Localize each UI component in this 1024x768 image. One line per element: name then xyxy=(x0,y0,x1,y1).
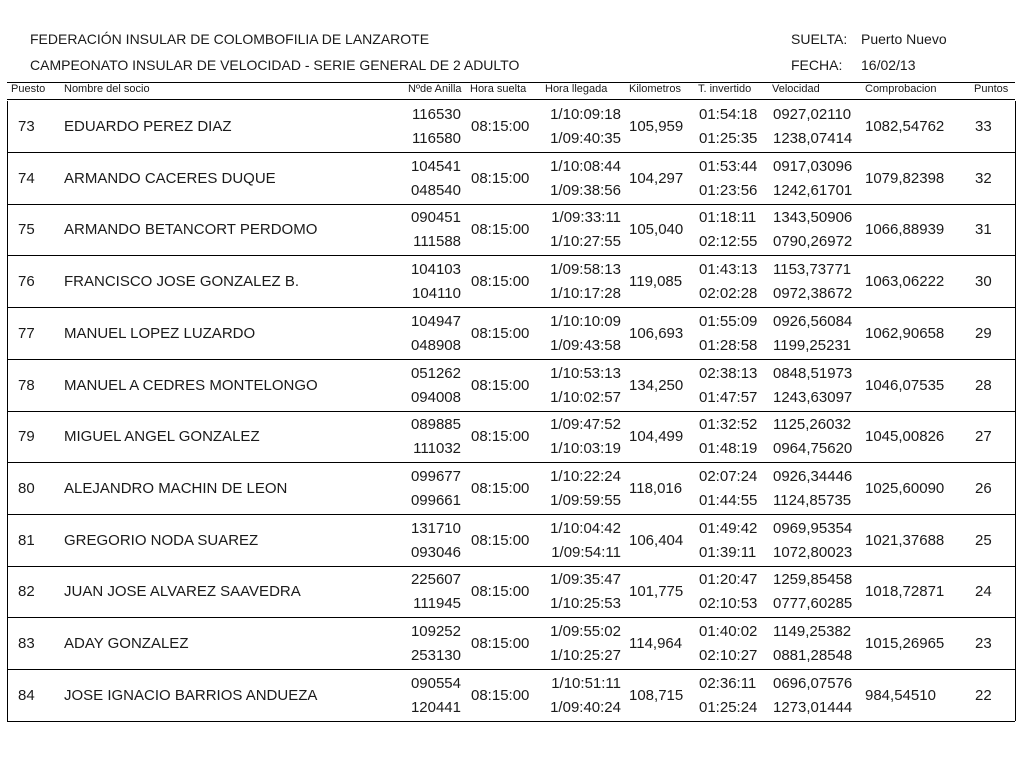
row-llegada-2: 1/10:27:55 xyxy=(550,233,621,251)
row-puntos: 26 xyxy=(975,479,992,497)
row-nombre: ALEJANDRO MACHIN DE LEON xyxy=(64,479,288,497)
row-puesto: 74 xyxy=(18,169,35,187)
row-nombre: ARMANDO CACERES DUQUE xyxy=(64,169,276,187)
row-nombre: ADAY GONZALEZ xyxy=(64,635,189,652)
row-llegada-2: 1/10:02:57 xyxy=(550,388,621,406)
row-puesto: 82 xyxy=(18,583,35,601)
row-llegada-1: 1/09:47:52 xyxy=(550,416,621,434)
table-row xyxy=(0,101,1024,153)
row-kilometros: 106,404 xyxy=(629,531,684,549)
row-nombre: ARMANDO BETANCORT PERDOMO xyxy=(64,221,318,239)
row-velocidad-1: 0917,03096 xyxy=(773,157,853,175)
row-hora-suelta: 08:15:00 xyxy=(471,635,530,652)
row-llegada-1: 1/09:55:02 xyxy=(550,623,621,640)
row-t-invertido-2: 01:44:55 xyxy=(699,491,758,509)
row-puesto: 75 xyxy=(18,221,35,239)
row-anilla-1: 104103 xyxy=(410,261,461,279)
table-right-border xyxy=(1015,101,1016,721)
row-anilla-1: 090554 xyxy=(410,674,461,692)
row-t-invertido-2: 01:47:57 xyxy=(699,388,758,406)
row-comprobacion: 1066,88939 xyxy=(865,221,945,239)
row-velocidad-1: 1149,25382 xyxy=(773,623,852,640)
row-velocidad-2: 1238,07414 xyxy=(773,130,853,147)
row-hora-suelta: 08:15:00 xyxy=(471,118,530,135)
row-comprobacion: 1046,07535 xyxy=(865,376,945,394)
row-velocidad-2: 1124,85735 xyxy=(773,491,852,509)
col-anilla: Nºde Anilla xyxy=(408,83,462,95)
col-comprobacion: Comprobacion xyxy=(865,83,937,95)
row-llegada-2: 1/09:40:35 xyxy=(550,130,621,147)
row-velocidad-1: 1153,73771 xyxy=(773,261,852,279)
row-nombre: JUAN JOSE ALVAREZ SAAVEDRA xyxy=(64,583,301,601)
row-llegada-1: 1/10:53:13 xyxy=(550,364,621,382)
row-anilla-2: 116580 xyxy=(412,130,461,147)
row-velocidad-1: 0926,34446 xyxy=(773,467,853,485)
row-kilometros: 105,959 xyxy=(629,118,684,135)
col-kilometros: Kilometros xyxy=(629,83,681,95)
row-puesto: 78 xyxy=(18,376,35,394)
row-velocidad-2: 1199,25231 xyxy=(773,336,852,354)
col-velocidad: Velocidad xyxy=(772,83,820,95)
row-comprobacion: 984,54510 xyxy=(865,686,936,704)
fecha-label: FECHA: xyxy=(791,57,843,73)
row-t-invertido-1: 01:32:52 xyxy=(699,416,758,434)
row-anilla-1: 099677 xyxy=(410,467,461,485)
row-t-invertido-1: 02:38:13 xyxy=(699,364,758,382)
row-nombre: JOSE IGNACIO BARRIOS ANDUEZA xyxy=(64,686,318,704)
row-velocidad-2: 1273,01444 xyxy=(773,698,853,716)
row-anilla-2: 094008 xyxy=(410,388,461,406)
row-kilometros: 101,775 xyxy=(629,583,684,601)
row-puntos: 32 xyxy=(975,169,992,187)
row-t-invertido-1: 01:40:02 xyxy=(699,623,758,640)
row-kilometros: 104,499 xyxy=(629,428,684,446)
row-velocidad-1: 0927,02110 xyxy=(773,106,852,123)
table-left-border xyxy=(7,101,8,721)
table-row xyxy=(0,360,1024,412)
row-puesto: 81 xyxy=(18,531,35,549)
row-puesto: 73 xyxy=(18,118,35,135)
table-row xyxy=(0,618,1024,670)
row-velocidad-2: 0881,28548 xyxy=(773,647,853,664)
row-kilometros: 104,297 xyxy=(629,169,684,187)
row-velocidad-2: 1243,63097 xyxy=(773,388,853,406)
row-hora-suelta: 08:15:00 xyxy=(471,169,530,187)
row-llegada-2: 1/09:59:55 xyxy=(550,491,621,509)
row-llegada-1: 1/09:58:13 xyxy=(550,261,621,279)
row-puntos: 27 xyxy=(975,428,992,446)
row-t-invertido-2: 01:25:35 xyxy=(699,130,758,147)
row-t-invertido-1: 02:36:11 xyxy=(699,674,757,692)
row-velocidad-1: 0848,51973 xyxy=(773,364,853,382)
row-kilometros: 118,016 xyxy=(629,479,683,497)
row-llegada-2: 1/09:40:24 xyxy=(550,698,621,716)
row-llegada-2: 1/09:54:11 xyxy=(551,543,621,561)
row-comprobacion: 1021,37688 xyxy=(865,531,945,549)
row-llegada-1: 1/10:10:09 xyxy=(550,312,621,330)
row-llegada-2: 1/10:25:27 xyxy=(550,647,621,664)
row-puntos: 33 xyxy=(975,118,992,135)
row-nombre: FRANCISCO JOSE GONZALEZ B. xyxy=(64,273,300,291)
table-row xyxy=(0,566,1024,618)
row-llegada-1: 1/10:08:44 xyxy=(550,157,621,175)
championship-title: CAMPEONATO INSULAR DE VELOCIDAD - SERIE GENERAL DE 2 ADULTO xyxy=(30,57,520,73)
row-puntos: 25 xyxy=(975,531,992,549)
row-llegada-1: 1/10:51:11 xyxy=(551,674,621,692)
row-llegada-2: 1/10:17:28 xyxy=(550,285,621,303)
row-puesto: 80 xyxy=(18,479,35,497)
fecha-value: 16/02/13 xyxy=(861,57,916,73)
row-anilla-1: 116530 xyxy=(412,106,461,123)
col-puesto: Puesto xyxy=(11,83,46,95)
row-t-invertido-2: 02:02:28 xyxy=(699,285,758,303)
row-t-invertido-1: 02:07:24 xyxy=(699,467,758,485)
federation-title: FEDERACIÓN INSULAR DE COLOMBOFILIA DE LANZAROTE xyxy=(30,31,430,47)
row-t-invertido-1: 01:43:13 xyxy=(699,261,758,279)
row-hora-suelta: 08:15:00 xyxy=(471,273,530,291)
row-anilla-1: 104541 xyxy=(410,157,461,175)
row-anilla-2: 099661 xyxy=(410,491,461,509)
row-hora-suelta: 08:15:00 xyxy=(471,324,530,342)
row-t-invertido-2: 02:12:55 xyxy=(699,233,758,251)
row-llegada-2: 1/09:43:58 xyxy=(550,336,621,354)
table-row xyxy=(0,308,1024,360)
col-puntos: Puntos xyxy=(974,83,1009,95)
row-velocidad-2: 1242,61701 xyxy=(773,181,853,199)
row-kilometros: 106,693 xyxy=(629,324,684,342)
suelta-label: SUELTA: xyxy=(791,31,848,47)
row-puntos: 28 xyxy=(975,376,992,394)
row-velocidad-1: 1125,26032 xyxy=(773,416,852,434)
row-anilla-1: 104947 xyxy=(410,312,461,330)
table-row xyxy=(0,256,1024,308)
table-row xyxy=(0,411,1024,463)
row-t-invertido-2: 01:28:58 xyxy=(699,336,758,354)
row-t-invertido-2: 01:25:24 xyxy=(699,698,758,716)
row-anilla-2: 048540 xyxy=(410,181,461,199)
row-comprobacion: 1018,72871 xyxy=(865,583,945,601)
row-puntos: 29 xyxy=(975,324,992,342)
row-bottom-border xyxy=(7,721,1015,722)
row-velocidad-1: 1343,50906 xyxy=(773,209,853,227)
row-t-invertido-1: 01:20:47 xyxy=(699,571,758,589)
row-kilometros: 114,964 xyxy=(629,635,683,652)
row-kilometros: 134,250 xyxy=(629,376,684,394)
row-llegada-2: 1/10:03:19 xyxy=(550,440,621,458)
row-anilla-1: 131710 xyxy=(410,519,461,537)
row-puntos: 24 xyxy=(975,583,992,601)
row-t-invertido-2: 02:10:27 xyxy=(699,647,758,664)
row-anilla-2: 120441 xyxy=(410,698,461,716)
row-nombre: EDUARDO PEREZ DIAZ xyxy=(64,118,232,135)
row-llegada-2: 1/10:25:53 xyxy=(550,595,621,613)
row-velocidad-2: 0964,75620 xyxy=(773,440,853,458)
row-puntos: 23 xyxy=(975,635,992,652)
col-t-invertido: T. invertido xyxy=(698,83,752,95)
row-anilla-2: 111032 xyxy=(413,440,461,458)
row-anilla-1: 051262 xyxy=(410,364,461,382)
row-nombre: MIGUEL ANGEL GONZALEZ xyxy=(64,428,260,446)
row-anilla-1: 089885 xyxy=(410,416,461,434)
row-hora-suelta: 08:15:00 xyxy=(471,583,530,601)
header-bottom-border xyxy=(7,99,1015,100)
row-anilla-2: 111588 xyxy=(413,233,461,251)
col-nombre: Nombre del socio xyxy=(64,83,150,95)
row-comprobacion: 1025,60090 xyxy=(865,479,945,497)
table-row xyxy=(0,153,1024,205)
row-llegada-1: 1/09:33:11 xyxy=(551,209,621,227)
row-comprobacion: 1015,26965 xyxy=(865,635,945,652)
row-anilla-1: 225607 xyxy=(410,571,461,589)
row-anilla-1: 090451 xyxy=(410,209,461,227)
row-comprobacion: 1063,06222 xyxy=(865,273,945,291)
row-t-invertido-2: 02:10:53 xyxy=(699,595,758,613)
row-comprobacion: 1062,90658 xyxy=(865,324,945,342)
row-puntos: 30 xyxy=(975,273,992,291)
row-t-invertido-2: 01:23:56 xyxy=(699,181,758,199)
row-comprobacion: 1045,00826 xyxy=(865,428,945,446)
suelta-value: Puerto Nuevo xyxy=(861,31,947,47)
row-hora-suelta: 08:15:00 xyxy=(471,479,530,497)
row-t-invertido-1: 01:18:11 xyxy=(699,209,757,227)
row-t-invertido-1: 01:55:09 xyxy=(699,312,758,330)
row-hora-suelta: 08:15:00 xyxy=(471,686,530,704)
row-llegada-1: 1/10:09:18 xyxy=(550,106,621,123)
row-puesto: 83 xyxy=(18,635,35,652)
row-nombre: GREGORIO NODA SUAREZ xyxy=(64,531,259,549)
table-row xyxy=(0,670,1024,722)
table-row xyxy=(0,204,1024,256)
row-t-invertido-1: 01:53:44 xyxy=(699,157,758,175)
row-comprobacion: 1082,54762 xyxy=(865,118,945,135)
row-puntos: 31 xyxy=(975,221,992,239)
row-velocidad-1: 1259,85458 xyxy=(773,571,853,589)
row-anilla-2: 111945 xyxy=(413,595,461,613)
row-llegada-2: 1/09:38:56 xyxy=(550,181,621,199)
row-kilometros: 105,040 xyxy=(629,221,684,239)
row-puesto: 84 xyxy=(18,686,35,704)
row-velocidad-1: 0696,07576 xyxy=(773,674,853,692)
row-comprobacion: 1079,82398 xyxy=(865,169,945,187)
row-puesto: 76 xyxy=(18,273,35,291)
row-kilometros: 108,715 xyxy=(629,686,684,704)
row-anilla-2: 253130 xyxy=(410,647,461,664)
row-velocidad-2: 1072,80023 xyxy=(773,543,853,561)
row-velocidad-2: 0972,38672 xyxy=(773,285,853,303)
row-llegada-1: 1/10:22:24 xyxy=(550,467,621,485)
table-row xyxy=(0,515,1024,567)
table-row xyxy=(0,463,1024,515)
row-anilla-1: 109252 xyxy=(410,623,461,640)
row-anilla-2: 104110 xyxy=(412,285,461,303)
row-velocidad-1: 0926,56084 xyxy=(773,312,853,330)
row-velocidad-2: 0777,60285 xyxy=(773,595,853,613)
row-kilometros: 119,085 xyxy=(629,273,683,291)
row-hora-suelta: 08:15:00 xyxy=(471,376,530,394)
row-hora-suelta: 08:15:00 xyxy=(471,221,530,239)
row-anilla-2: 093046 xyxy=(410,543,461,561)
row-puesto: 77 xyxy=(18,324,35,342)
row-puntos: 22 xyxy=(975,686,992,704)
row-velocidad-2: 0790,26972 xyxy=(773,233,853,251)
col-hora-llegada: Hora llegada xyxy=(545,83,608,95)
row-llegada-1: 1/10:04:42 xyxy=(550,519,621,537)
row-t-invertido-1: 01:49:42 xyxy=(699,519,758,537)
row-llegada-1: 1/09:35:47 xyxy=(550,571,621,589)
row-t-invertido-2: 01:39:11 xyxy=(699,543,757,561)
row-velocidad-1: 0969,95354 xyxy=(773,519,853,537)
row-nombre: MANUEL LOPEZ LUZARDO xyxy=(64,324,256,342)
row-nombre: MANUEL A CEDRES MONTELONGO xyxy=(64,376,318,394)
row-puesto: 79 xyxy=(18,428,35,446)
row-hora-suelta: 08:15:00 xyxy=(471,428,530,446)
row-hora-suelta: 08:15:00 xyxy=(471,531,530,549)
row-t-invertido-1: 01:54:18 xyxy=(699,106,758,123)
col-hora-suelta: Hora suelta xyxy=(470,83,527,95)
row-t-invertido-2: 01:48:19 xyxy=(699,440,758,458)
row-anilla-2: 048908 xyxy=(410,336,461,354)
